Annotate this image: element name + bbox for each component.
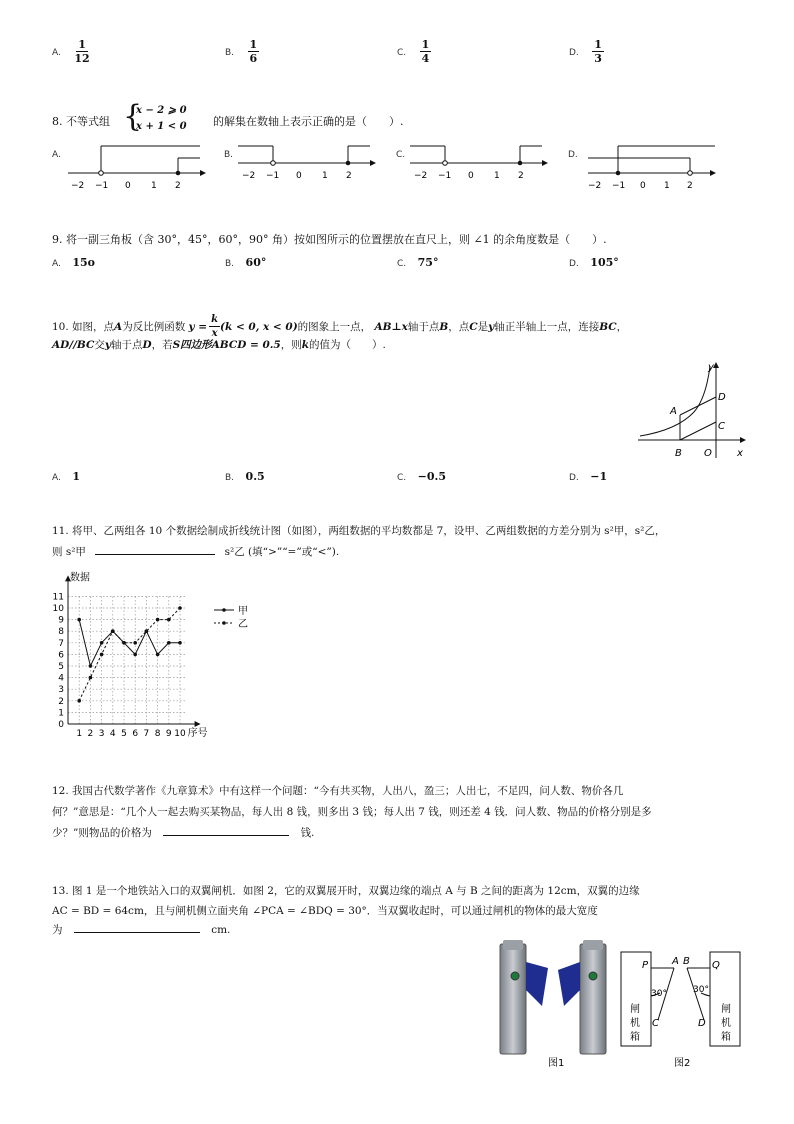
q12-line2: 何？”意思是：“几个人一起去购买某物品，每人出 8 钱，则多出 3 钱；每人出 7 钱，则还差 4 钱．问人数、物品的价格分别是多 bbox=[52, 806, 652, 818]
q7-option-b[interactable] bbox=[225, 38, 259, 66]
q11-stem-line2: 则 s²甲 s²乙 (填“>”“=”或“<”). bbox=[52, 546, 340, 558]
svg-text:P: P bbox=[642, 960, 649, 971]
svg-text:−2: −2 bbox=[588, 181, 602, 191]
q13-line1: 13. 图 1 是一个地铁站入口的双翼闸机．如图 2，它的双翼展开时，双翼边缘的端点 A 与 B 之间的距离为 12cm，双翼的边缘 bbox=[52, 885, 640, 897]
q10-option-a[interactable]: A. 1 bbox=[52, 470, 81, 483]
svg-text:2: 2 bbox=[518, 171, 524, 181]
series-point-0 bbox=[156, 653, 160, 657]
series-point-1 bbox=[178, 606, 182, 610]
number-line-b bbox=[238, 146, 376, 181]
y-axis-label: 数据 bbox=[70, 572, 90, 584]
svg-text:−1: −1 bbox=[266, 171, 280, 181]
box-label-right-1: 闸 bbox=[721, 1004, 731, 1015]
series-line-1 bbox=[79, 608, 180, 701]
box-label-right-3: 箱 bbox=[721, 1032, 731, 1043]
q8-suffix: 的解集在数轴上表示正确的是（ ）. bbox=[213, 115, 404, 128]
x-tick-label: 9 bbox=[165, 729, 172, 739]
q9-option-d[interactable] bbox=[569, 256, 619, 269]
series-point-1 bbox=[77, 699, 81, 703]
series-point-0 bbox=[178, 641, 182, 645]
q11-stem-line1: 11. 将甲、乙两组各 10 个数据绘制成折线统计图（如图），两组数据的平均数都是 7，设甲、乙两组数据的方差分别为 s²甲，s²乙， bbox=[52, 525, 666, 537]
q10-figure bbox=[632, 360, 750, 462]
number-line-c bbox=[410, 146, 548, 181]
q8-option-d-label: D. bbox=[568, 150, 578, 160]
series-point-1 bbox=[145, 629, 149, 633]
q7-option-a[interactable] bbox=[52, 38, 90, 66]
q7-option-c[interactable] bbox=[397, 38, 431, 66]
svg-text:2: 2 bbox=[346, 171, 352, 181]
legend-jia: 甲 bbox=[238, 606, 248, 617]
option-label: B. bbox=[225, 48, 235, 58]
y-tick-label: 10 bbox=[52, 604, 64, 614]
option-label: B. bbox=[225, 259, 235, 269]
svg-text:30°: 30° bbox=[693, 985, 709, 995]
option-value: 105° bbox=[590, 256, 619, 269]
svg-text:1: 1 bbox=[494, 171, 500, 181]
svg-text:B: B bbox=[675, 448, 682, 459]
q13-figure1 bbox=[498, 938, 616, 1072]
chart-grid bbox=[68, 596, 186, 724]
inequality-1: x − 2 ⩾ 0 bbox=[136, 105, 187, 116]
fraction: $\frac{1}{12}$ bbox=[74, 38, 90, 65]
x-tick-label: 10 bbox=[174, 729, 186, 739]
q12-line1: 12. 我国古代数学著作《九章算术》中有这样一个问题：“今有共买物，人出八，盈三；人出七，不足四，问人数、物价各几 bbox=[52, 785, 624, 797]
svg-text:Q: Q bbox=[712, 960, 720, 971]
y-tick-label: 0 bbox=[58, 720, 64, 730]
option-value: 75° bbox=[417, 256, 439, 269]
x-tick-label: 8 bbox=[154, 729, 161, 739]
y-tick-label: 4 bbox=[58, 673, 64, 684]
inequality-2: x + 1 < 0 bbox=[136, 121, 187, 132]
x-tick-label: 2 bbox=[87, 729, 94, 739]
q10-stem-line2: AD//BC交y轴于点D，若S四边形ABCD = 0.5，则k的值为（ ）. bbox=[52, 339, 386, 351]
chart-axes bbox=[65, 575, 201, 727]
box-label-right-2: 机 bbox=[721, 1018, 731, 1029]
q12-line3: 少？”则物品的价格为 钱. bbox=[52, 827, 315, 839]
series-point-1 bbox=[122, 641, 126, 645]
series-point-1 bbox=[100, 653, 104, 657]
q9-option-c[interactable] bbox=[397, 256, 438, 269]
x-tick-label: 5 bbox=[121, 729, 127, 739]
svg-text:C: C bbox=[718, 421, 725, 432]
option-label: C. bbox=[397, 259, 407, 269]
y-tick-label: 1 bbox=[58, 708, 64, 719]
answer-blank[interactable] bbox=[74, 932, 200, 933]
q11-legend bbox=[212, 604, 252, 630]
series-point-0 bbox=[133, 653, 137, 657]
svg-text:−1: −1 bbox=[95, 181, 109, 191]
answer-blank[interactable] bbox=[163, 835, 289, 836]
series-point-1 bbox=[89, 676, 93, 680]
series-point-0 bbox=[89, 664, 93, 668]
y-tick-label: 5 bbox=[58, 662, 64, 672]
q9-option-a[interactable] bbox=[52, 256, 95, 269]
y-tick-label: 9 bbox=[58, 615, 64, 626]
svg-text:D: D bbox=[698, 1018, 706, 1029]
series-point-0 bbox=[77, 618, 81, 622]
number-line-a bbox=[68, 146, 206, 191]
option-value: 15o bbox=[72, 256, 96, 269]
svg-text:0: 0 bbox=[296, 171, 302, 181]
svg-text:0: 0 bbox=[640, 181, 646, 191]
q10-option-d[interactable]: D. −1 bbox=[569, 470, 608, 483]
gate-left bbox=[500, 940, 548, 1054]
q8-option-c-label: C. bbox=[396, 150, 406, 160]
y-tick-label: 8 bbox=[58, 627, 64, 638]
svg-text:−2: −2 bbox=[414, 171, 428, 181]
q13-line3: 为 cm. bbox=[52, 924, 231, 936]
q11-line-chart bbox=[52, 562, 252, 748]
series-point-1 bbox=[156, 618, 160, 622]
fraction: $\frac{1}{4}$ bbox=[421, 38, 430, 65]
fig1-caption: 图1 bbox=[548, 1058, 565, 1069]
box-label-left-1: 闸 bbox=[630, 1004, 640, 1015]
q10-option-b[interactable]: B. 0.5 bbox=[225, 470, 265, 483]
svg-text:1: 1 bbox=[151, 181, 157, 191]
svg-text:0: 0 bbox=[468, 171, 474, 181]
q9-option-b[interactable] bbox=[225, 256, 266, 269]
number-line-d bbox=[588, 146, 716, 191]
q10-stem-line1: 10. 如图，点A为反比例函数 y = $\frac{k}{x}$ (k < 0, x < 0)的图象上一点， AB⊥x轴于点B，点C是y轴正半轴上一点，连接BC， bbox=[52, 314, 628, 339]
svg-text:x: x bbox=[737, 448, 743, 459]
svg-text:A: A bbox=[670, 406, 677, 417]
series-point-0 bbox=[100, 641, 104, 645]
y-tick-label: 7 bbox=[58, 638, 64, 649]
x-tick-label: 6 bbox=[132, 729, 139, 739]
q8-option-a-label: A. bbox=[52, 150, 61, 160]
y-tick-label: 3 bbox=[58, 685, 64, 696]
svg-text:−2: −2 bbox=[71, 181, 85, 191]
x-axis-label: 序号 bbox=[187, 728, 208, 739]
svg-text:−1: −1 bbox=[612, 181, 626, 191]
question-number: 8. bbox=[52, 115, 63, 128]
q13-line2: AC = BD = 64cm，且与闸机侧立面夹角 ∠PCA = ∠BDQ = 30°．当双翼收起时，可以通过闸机的物体的最大宽度 bbox=[52, 905, 598, 917]
series-point-0 bbox=[167, 641, 171, 645]
svg-text:−1: −1 bbox=[438, 171, 452, 181]
y-tick-label: 6 bbox=[58, 650, 64, 661]
option-value: 60° bbox=[245, 256, 267, 269]
x-tick-label: 4 bbox=[109, 729, 116, 739]
q9-stem: 9. 将一副三角板（含 30°，45°，60°，90° 角）按如图所示的位置摆放在直尺上，则 ∠1 的余角度数是（ ）. bbox=[52, 233, 607, 246]
svg-text:A: A bbox=[672, 956, 679, 967]
answer-blank[interactable] bbox=[95, 554, 215, 555]
series-point-1 bbox=[133, 641, 137, 645]
stem-text: 不等式组 bbox=[66, 115, 110, 128]
box-label-left-3: 箱 bbox=[630, 1032, 640, 1043]
x-tick-label: 3 bbox=[98, 729, 105, 739]
series-point-1 bbox=[111, 629, 115, 633]
option-label: D. bbox=[569, 259, 579, 269]
y-tick-label: 2 bbox=[58, 696, 64, 707]
brace: { bbox=[123, 99, 143, 134]
box-label-left-2: 机 bbox=[630, 1018, 640, 1029]
svg-text:−2: −2 bbox=[242, 171, 256, 181]
option-label: A. bbox=[52, 259, 61, 269]
option-label: C. bbox=[397, 48, 407, 58]
svg-text:1: 1 bbox=[322, 171, 328, 181]
svg-text:D: D bbox=[718, 392, 726, 403]
svg-text:2: 2 bbox=[687, 181, 693, 191]
svg-text:1: 1 bbox=[664, 181, 670, 191]
svg-text:0: 0 bbox=[125, 181, 131, 191]
svg-text:C: C bbox=[652, 1018, 659, 1029]
legend-yi: 乙 bbox=[238, 619, 248, 630]
gate-right bbox=[558, 940, 606, 1054]
fraction: $\frac{1}{3}$ bbox=[594, 38, 602, 65]
q8-number-lines bbox=[50, 140, 770, 196]
y-tick-label: 11 bbox=[52, 592, 64, 603]
svg-text:B: B bbox=[683, 956, 690, 967]
option-label: A. bbox=[52, 48, 61, 58]
x-axis-arrow bbox=[195, 721, 201, 727]
svg-text:2: 2 bbox=[175, 181, 181, 191]
x-tick-label: 1 bbox=[76, 729, 83, 739]
q8-option-b-label: B. bbox=[224, 150, 234, 160]
q7-option-d[interactable] bbox=[569, 38, 604, 66]
svg-text:30°: 30° bbox=[651, 989, 667, 999]
option-label: D. bbox=[569, 48, 579, 58]
svg-text:y: y bbox=[708, 362, 714, 373]
q10-option-c[interactable]: C. −0.5 bbox=[397, 470, 447, 483]
q13-figure2 bbox=[618, 946, 746, 1072]
x-tick-label: 7 bbox=[143, 729, 150, 739]
fig2-caption: 图2 bbox=[674, 1058, 691, 1069]
svg-text:O: O bbox=[704, 448, 712, 459]
fraction: $\frac{1}{6}$ bbox=[249, 38, 258, 65]
series-point-1 bbox=[167, 618, 171, 622]
q8-stem bbox=[52, 113, 110, 129]
